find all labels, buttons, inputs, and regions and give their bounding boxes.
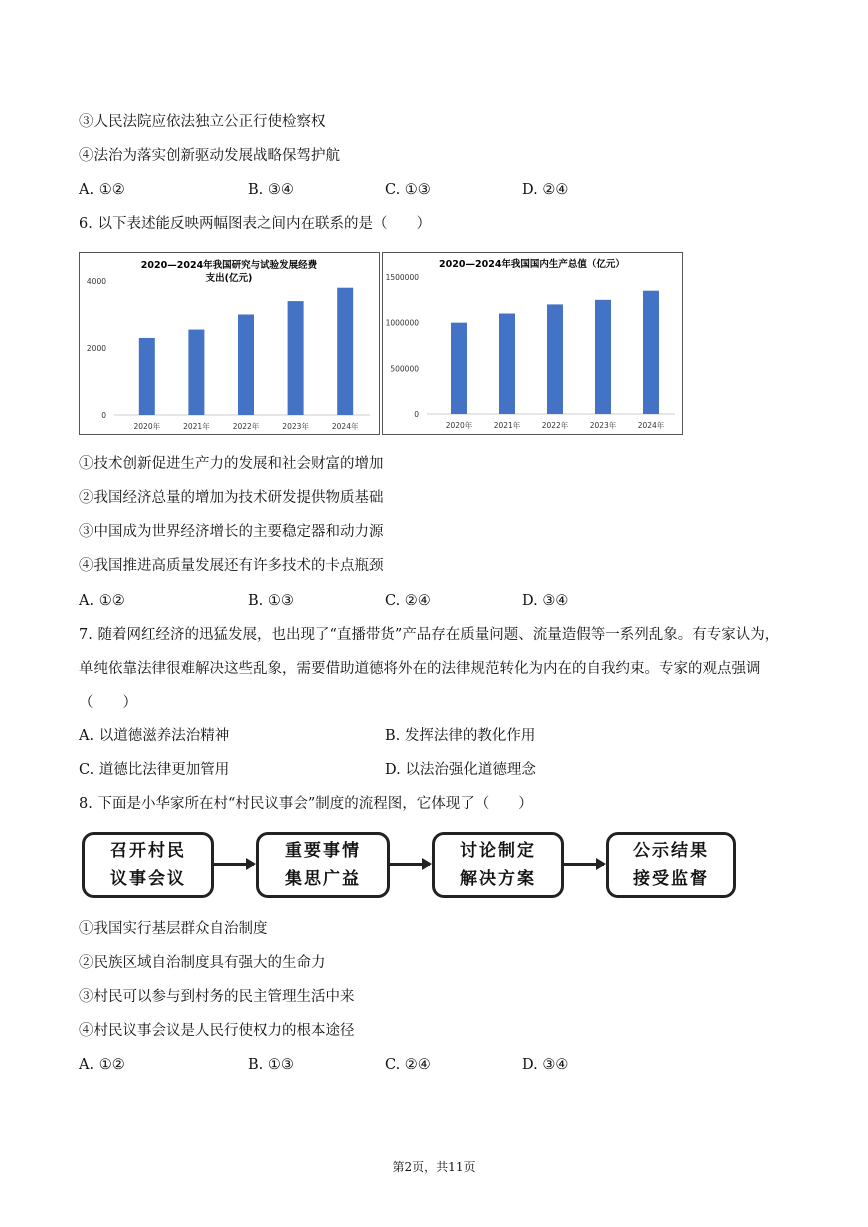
q8-option-d: D. ③④	[522, 1057, 569, 1073]
bar-2023年	[288, 301, 304, 415]
x-tick-label: 2023年	[589, 421, 617, 430]
y-tick-label: 1500000	[385, 273, 419, 282]
rd-expenditure-chart	[79, 252, 380, 435]
chart-title: 2020—2024年我国研究与试验发展经费	[140, 260, 318, 271]
y-tick-label: 0	[414, 410, 419, 419]
bar-2022年	[547, 304, 563, 414]
flow-step-1-line-2: 议事会议	[110, 869, 186, 889]
q5-item-4: ④法治为落实创新驱动发展战略保驾护航	[79, 148, 340, 164]
x-tick-label: 2021年	[183, 422, 210, 431]
flow-step-2	[256, 832, 390, 898]
q8-item-3: ③村民可以参与到村务的民主管理生活中来	[79, 989, 355, 1005]
bar-2021年	[188, 330, 204, 415]
q7-option-d: D. 以法治强化道德理念	[385, 762, 536, 778]
q7-option-b: B. 发挥法律的教化作用	[385, 728, 536, 744]
flow-step-2-line-2: 集思广益	[285, 869, 361, 889]
flow-step-1	[82, 832, 214, 898]
q8-option-c: C. ②④	[385, 1057, 431, 1073]
q6-item-2: ②我国经济总量的增加为技术研发提供物质基础	[79, 490, 384, 506]
x-tick-label: 2021年	[493, 421, 521, 430]
q8-item-1: ①我国实行基层群众自治制度	[79, 921, 268, 937]
x-tick-label: 2020年	[445, 421, 473, 430]
gdp-chart-svg	[383, 253, 682, 434]
y-tick-label: 2000	[86, 344, 106, 353]
q8-option-b: B. ①③	[248, 1057, 294, 1073]
x-tick-label: 2023年	[282, 422, 309, 431]
q7-stem: 7. 随着网红经济的迅猛发展，也出现了“直播带货”产品存在质量问题、流量造假等一系列乱象。有专家认为，单纯依靠法律很难解决这些乱象，需要借助道德将外在的法律规范转化为内在的自我约束。专家的观点强调（ ）	[79, 627, 780, 711]
chart-title: 2020—2024年我国国内生产总值（亿元）	[439, 259, 625, 270]
gdp-chart	[382, 252, 683, 435]
q6-stem: 6. 以下表述能反映两幅图表之间内在联系的是（ ）	[79, 216, 431, 232]
chart-subtitle: 支出(亿元)	[205, 273, 253, 284]
flow-arrow-1	[214, 863, 254, 866]
q8-stem: 8. 下面是小华家所在村“村民议事会”制度的流程图，它体现了（ ）	[79, 796, 533, 812]
q6-option-b: B. ①③	[248, 593, 294, 609]
rd-expenditure-chart-svg	[80, 253, 379, 434]
flow-step-1-line-1: 召开村民	[110, 841, 186, 861]
q5-option-c: C. ①③	[385, 182, 431, 198]
flow-step-2-line-1: 重要事情	[285, 841, 361, 861]
flow-step-3	[432, 832, 564, 898]
flow-arrow-3	[564, 863, 604, 866]
q8-item-4: ④村民议事会议是人民行使权力的根本途径	[79, 1023, 355, 1039]
q6-item-4: ④我国推进高质量发展还有许多技术的卡点瓶颈	[79, 558, 384, 574]
bar-2023年	[595, 300, 611, 414]
q6-option-d: D. ③④	[522, 593, 569, 609]
y-tick-label: 0	[101, 411, 106, 420]
flow-step-4-line-1: 公示结果	[633, 841, 709, 861]
q6-option-c: C. ②④	[385, 593, 431, 609]
q5-option-b: B. ③④	[248, 182, 294, 198]
q6-item-3: ③中国成为世界经济增长的主要稳定器和动力源	[79, 524, 384, 540]
q5-item-3: ③人民法院应依法独立公正行使检察权	[79, 114, 326, 130]
bar-2020年	[139, 338, 155, 415]
q6-option-a: A. ①②	[79, 593, 125, 609]
bar-2022年	[238, 315, 254, 416]
flow-step-4	[606, 832, 736, 898]
x-tick-label: 2024年	[331, 422, 359, 431]
x-tick-label: 2022年	[232, 422, 260, 431]
q5-option-d: D. ②④	[522, 182, 569, 198]
q8-option-a: A. ①②	[79, 1057, 125, 1073]
bar-2021年	[499, 314, 515, 414]
q6-item-1: ①技术创新促进生产力的发展和社会财富的增加	[79, 456, 384, 472]
bar-2020年	[451, 323, 467, 414]
flow-arrow-2	[390, 863, 430, 866]
x-tick-label: 2020年	[133, 422, 161, 431]
y-tick-label: 4000	[86, 277, 106, 286]
q7-option-a: A. 以道德滋养法治精神	[79, 728, 230, 744]
y-tick-label: 500000	[390, 364, 419, 374]
page-footer: 第2页，共11页	[392, 1160, 476, 1174]
flow-step-3-line-2: 解决方案	[460, 869, 536, 889]
q8-item-2: ②民族区域自治制度具有强大的生命力	[79, 955, 326, 971]
flow-step-3-line-1: 讨论制定	[460, 841, 536, 861]
x-tick-label: 2022年	[541, 421, 569, 430]
q7-option-c: C. 道德比法律更加管用	[79, 762, 230, 778]
q5-option-a: A. ①②	[79, 182, 125, 198]
x-tick-label: 2024年	[637, 421, 665, 430]
y-tick-label: 1000000	[385, 318, 419, 328]
flow-step-4-line-2: 接受监督	[633, 869, 709, 889]
bar-2024年	[643, 291, 659, 414]
bar-2024年	[337, 288, 353, 415]
